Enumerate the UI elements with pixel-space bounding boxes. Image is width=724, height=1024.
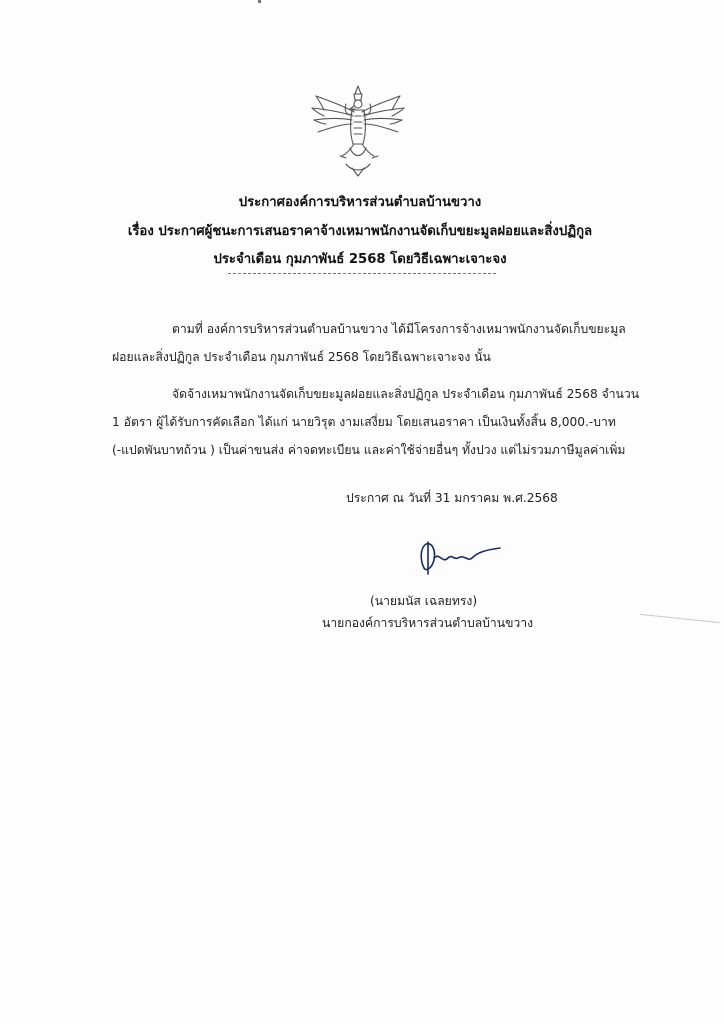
header-title: ประกาศองค์การบริหารส่วนตำบลบ้านขวาง (238, 195, 482, 210)
announcement-date: ประกาศ ณ วันที่ 31 มกราคม พ.ศ.2568 (346, 491, 558, 505)
signatory-position: นายกองค์การบริหารส่วนตำบลบ้านขวาง (322, 616, 534, 630)
header-period: ประจำเดือน กุมภาพันธ์ 2568 โดยวิธีเฉพาะเจาะจง (213, 252, 507, 267)
scan-edge-line (640, 614, 720, 623)
paragraph-2-line-2: 1 อัตรา ผู้ได้รับการคัดเลือก ได้แก่ นายวิรุต งามเสงี่ยม โดยเสนอราคา เป็นเงินทั้งสิ้น 8,000.-บาท (112, 415, 616, 429)
scan-mark (258, 0, 261, 3)
handwritten-signature-icon (414, 538, 504, 576)
paragraph-1-line-2: ฝอยและสิ่งปฏิกูล ประจำเดือน กุมภาพันธ์ 2568 โดยวิธีเฉพาะเจาะจง นั้น (112, 350, 491, 364)
dashed-divider (228, 273, 496, 274)
signatory-name: (นายมนัส เฉลยทรง) (370, 594, 478, 608)
paragraph-1-line-1: ตามที่ องค์การบริหารส่วนตำบลบ้านขวาง ได้มีโครงการจ้างเหมาพนักงานจัดเก็บขยะมูล (172, 322, 626, 336)
paragraph-2-line-3: (-แปดพันบาทถ้วน ) เป็นค่าขนส่ง ค่าจดทะเบียน และค่าใช้จ่ายอื่นๆ ทั้งปวง แต่ไม่รวมภาษีมูลค่าเพิ่ม (112, 443, 626, 457)
header-subject: เรื่อง ประกาศผู้ชนะการเสนอราคาจ้างเหมาพนักงานจัดเก็บขยะมูลฝอยและสิ่งปฏิกูล (127, 224, 593, 239)
paragraph-2-line-1: จัดจ้างเหมาพนักงานจัดเก็บขยะมูลฝอยและสิ่งปฏิกูล ประจำเดือน กุมภาพันธ์ 2568 จำนวน (172, 387, 640, 401)
garuda-emblem-icon (306, 82, 410, 178)
